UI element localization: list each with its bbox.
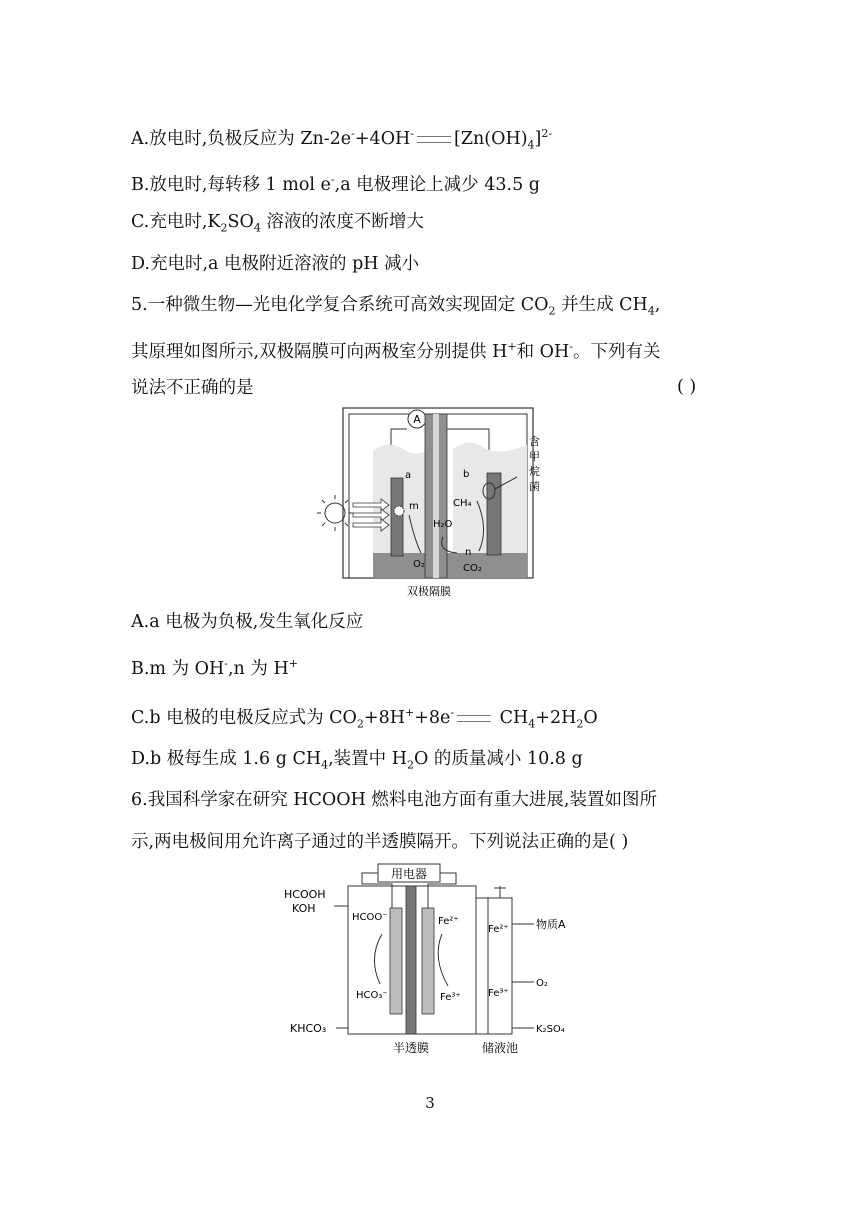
q5-answer-paren: ( )	[677, 377, 697, 397]
svg-text:Fe²⁺: Fe²⁺	[488, 924, 509, 935]
svg-text:HCOO⁻: HCOO⁻	[352, 912, 388, 923]
q5-figure	[313, 403, 545, 601]
svg-text:m: m	[409, 501, 419, 512]
svg-text:烷: 烷	[529, 465, 540, 478]
svg-text:Fe³⁺: Fe³⁺	[440, 992, 461, 1003]
q4-option-c: C.充电时$,K_2SO_4$ 溶液的浓度不断增大	[131, 212, 424, 235]
q5-option-c: C.b 电极的电极反应式为 $CO_2+8H^++8e^-$ $CH_4+2H_2O$	[131, 706, 598, 731]
svg-text:H₂O: H₂O	[433, 519, 453, 530]
equals-sign	[417, 136, 451, 143]
svg-text:KOH: KOH	[292, 902, 316, 915]
svg-text:b: b	[463, 469, 470, 480]
anode	[390, 908, 402, 1014]
light-arrows	[353, 499, 389, 531]
q5-option-b: B.m 为 OH-,n 为 H+	[131, 657, 298, 679]
svg-text:HCOOH: HCOOH	[284, 888, 326, 901]
sun-icon	[317, 495, 353, 531]
q4-option-b: B.放电时,每转移 1 mol e-,a 电极理论上减少 43.5 g	[131, 173, 540, 195]
svg-text:O₂: O₂	[413, 559, 425, 570]
q4-option-d: D.充电时,a 电极附近溶液的 pH 减小	[131, 254, 420, 274]
q5-option-a: A.a 电极为负极,发生氧化反应	[131, 612, 364, 632]
svg-text:含: 含	[529, 435, 540, 448]
svg-text:半透膜: 半透膜	[392, 1041, 430, 1055]
svg-text:a: a	[405, 470, 412, 481]
q6-stem-line2: 示,两电极间用允许离子通过的半透膜隔开。下列说法正确的是( )	[131, 832, 629, 852]
svg-text:Fe³⁺: Fe³⁺	[488, 988, 509, 999]
svg-text:物质A: 物质A	[536, 918, 566, 931]
semi-permeable-membrane	[406, 886, 416, 1034]
svg-text:CO₂: CO₂	[463, 563, 482, 574]
svg-text:CH₄: CH₄	[453, 498, 472, 509]
q4-option-a: A.放电时,负极反应为 Zn-2e-+4OH- $[Zn(OH)_4]^{2-}$	[131, 127, 553, 152]
q5-stem-line3: 说法不正确的是	[131, 378, 254, 398]
q5-stem-line2: 其原理如图所示,双极隔膜可向两极室分别提供 H+和 OH-。下列有关	[131, 340, 661, 362]
cathode	[422, 908, 434, 1014]
electrode-a	[391, 478, 403, 556]
q5-stem-line1: 5.一种微生物—光电化学复合系统可高效实现固定 $CO_2$ 并生成 $CH_4$,	[131, 295, 661, 318]
svg-text:n: n	[465, 547, 472, 558]
q6-stem-line1: 6.我国科学家在研究 HCOOH 燃料电池方面有重大进展,装置如图所	[131, 790, 657, 810]
svg-text:O₂: O₂	[536, 978, 548, 989]
svg-text:HCO₃⁻: HCO₃⁻	[356, 990, 388, 1001]
svg-text:Fe²⁺: Fe²⁺	[438, 916, 459, 927]
svg-text:双极隔膜: 双极隔膜	[407, 585, 451, 598]
svg-text:甲: 甲	[529, 450, 540, 463]
svg-text:A: A	[413, 413, 421, 426]
svg-text:菌: 菌	[529, 480, 540, 493]
q5-option-d: D.b 极每生成 1.6 g $CH_4$,装置中 $H_2O$ 的质量减小 10.8 g	[131, 749, 583, 772]
equals-sign	[457, 715, 491, 722]
q6-figure	[282, 858, 588, 1060]
svg-text:用电器: 用电器	[390, 867, 428, 881]
page-number: 3	[425, 1094, 435, 1112]
electrode-b	[487, 473, 501, 555]
svg-text:K₂SO₄: K₂SO₄	[536, 1024, 565, 1035]
svg-text:KHCO₃: KHCO₃	[290, 1022, 327, 1035]
svg-text:储液池: 储液池	[481, 1041, 519, 1055]
